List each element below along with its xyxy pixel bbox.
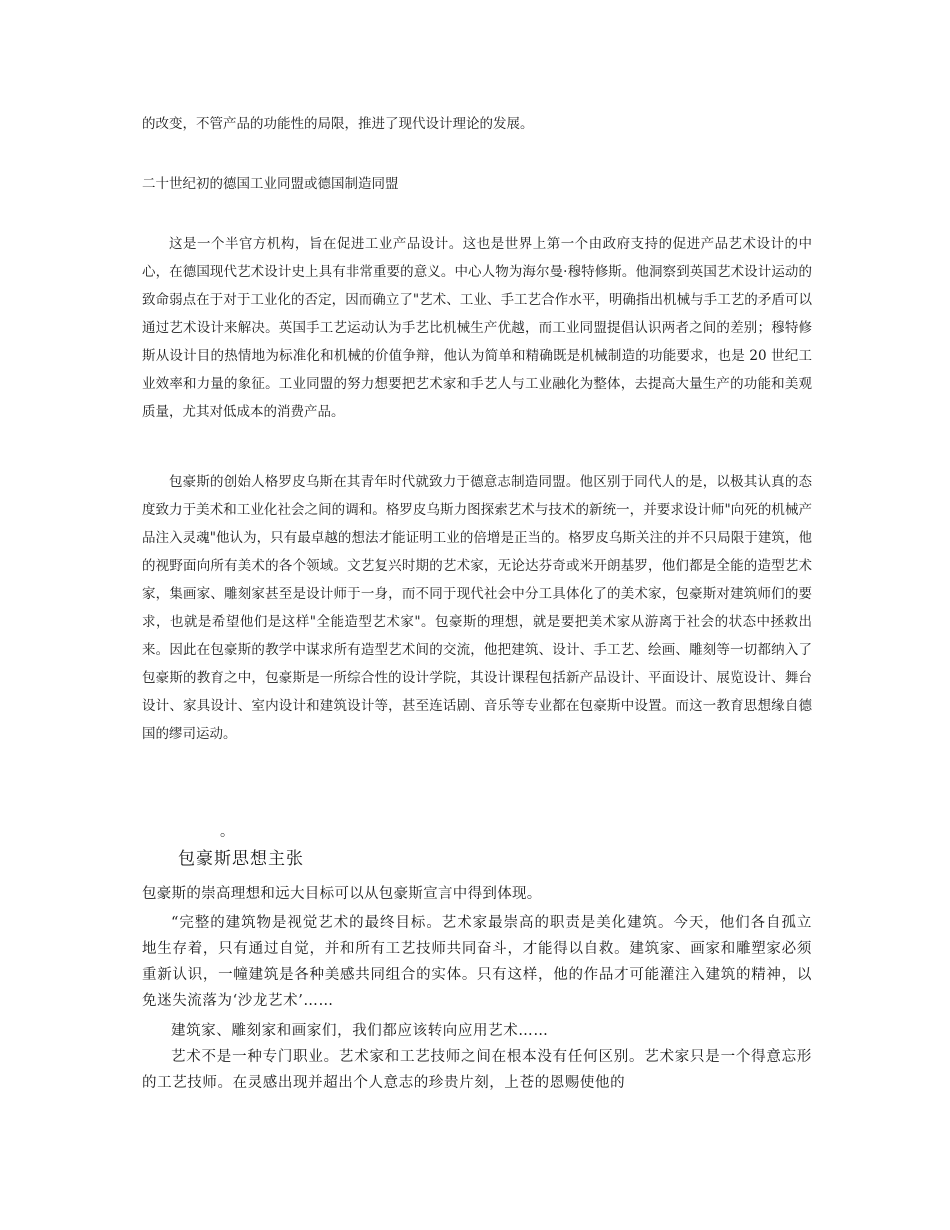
- paragraph-gropius: 包豪斯的创始人格罗皮乌斯在其青年时代就致力于德意志制造同盟。他区别于同代人的是，以极其认真的态度致力于美术和工业化社会之间的调和。格罗皮乌斯力图探索艺术与技术的新统一，并要求设计师"向死的机械产品注入灵魂"他认为，只有最卓越的想法才能证明工业的倍增是正当的。格罗皮乌斯关注的并不只局限于建筑，他的视野面向所有美术的各个领域。文艺复兴时期的艺术家，无论达芬奇或米开朗基罗，他们都是全能的造型艺术家，集画家、雕刻家甚至是设计师于一身，而不同于现代社会中分工具体化了的美术家，包豪斯对建筑师们的要求，也就是希望他们是这样"全能造型艺术家"。包豪斯的理想，就是要把美术家从游离于社会的状态中拯救出来。因此在包豪斯的教学中谋求所有造型艺术间的交流，他把建筑、设计、手工艺、绘画、雕刻等一切都纳入了包豪斯的教育之中，包豪斯是一所综合性的设计学院，其设计课程包括新产品设计、平面设计、展览设计、舞台设计、家具设计、室内设计和建筑设计等，甚至连话剧、音乐等专业都在包豪斯中设置。而这一教育思想缘自德国的缪司运动。: [142, 474, 812, 742]
- stray-period: 。: [220, 824, 234, 840]
- intro-line: 包豪斯的崇高理想和远大目标可以从包豪斯宣言中得到体现。: [142, 886, 542, 902]
- paragraph-werkbund: 这是一个半官方机构，旨在促进工业产品设计。这也是世界上第一个由政府支持的促进产品艺术设计的中心，在德国现代艺术设计史上具有非常重要的意义。中心人物为海尔曼·穆特修斯。他洞察到英国艺术设计运动的致命弱点在于对于工业化的否定，因而确立了"艺术、工业、手工艺合作水平，明确指出机械与手工艺的矛盾可以通过艺术设计来解决。英国手工艺运动认为手艺比机械生产优越，而工业同盟提倡认识两者之间的差别；穆特修斯从设计目的热情地为标准化和机械的价值争辩，他认为简单和精确既是机械制造的功能要求，也是 20 世纪工业效率和力量的象征。工业同盟的努力想要把艺术家和手艺人与工业融化为整体，去提高大量生产的功能和美观质量，尤其对低成本的消费产品。: [142, 236, 812, 420]
- section-heading-bauhaus-ideas: 包豪斯思想主张: [178, 849, 304, 869]
- manifesto-quote-1: “完整的建筑物是视觉艺术的最终目标。艺术家最崇高的职责是美化建筑。今天，他们各自孤立地生存着，只有通过自觉，并和所有工艺技师共同奋斗，才能得以自救。建筑家、画家和雕塑家必须重新认识，一幢建筑是各种美感共同组合的实体。只有这样，他的作品才可能灌注入建筑的精神，以免迷失流落为‘沙龙艺术’……: [142, 915, 812, 1009]
- manifesto-quote-3: 艺术不是一种专门职业。艺术家和工艺技师之间在根本没有任何区别。艺术家只是一个得意忘形的工艺技师。在灵感出现并超出个人意志的珍贵片刻，上苍的恩赐使他的: [142, 1049, 812, 1091]
- manifesto-quote-2: 建筑家、雕刻家和画家们，我们都应该转向应用艺术……: [171, 1023, 549, 1039]
- section-heading-werkbund: 二十世纪初的德国工业同盟或德国制造同盟: [142, 176, 399, 192]
- paragraph-continuation: 的改变，不管产品的功能性的局限，推进了现代设计理论的发展。: [142, 116, 534, 132]
